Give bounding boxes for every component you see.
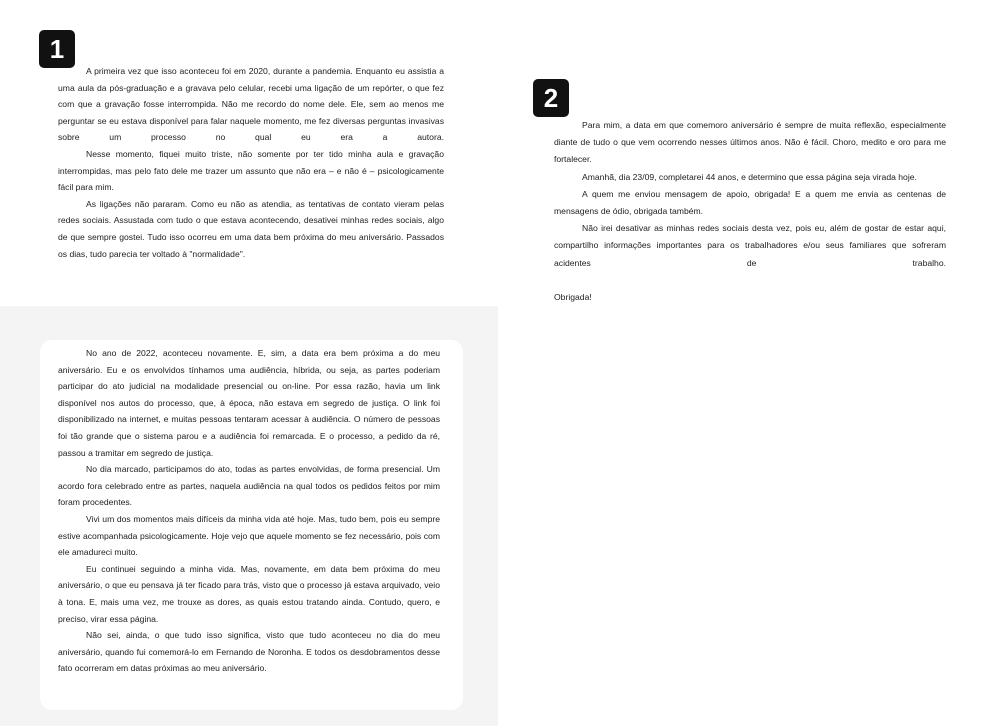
page-number-badge-2: 2 [533, 79, 569, 117]
paragraph: No ano de 2022, aconteceu novamente. E, sim, a data era bem próxima a do meu aniversário. Eu e os envolvidos tínhamos uma audiência, híbrida, ou seja, as partes poderiam participar do ato judicial na modalidade presencial ou on-line. Por essa razão, havia um link disponível nos autos do processo, que, à época, não estava em segredo de justiça. O link foi disponibilizado na internet, e muitas pessoas tentaram acessar à audiência. O número de pessoas foi tão grande que o sistema parou e a audiência foi remarcada. E o processo, a pedido da ré, passou a tramitar em segredo de justiça. [58, 348, 440, 458]
paragraph: Nesse momento, fiquei muito triste, não somente por ter tido minha aula e gravação interrompidas, mas pelo fato dele me trazer um assunto que não era – e não é – psicologicamente fácil para mim. [58, 148, 444, 193]
page-2-text [554, 117, 946, 306]
paragraph: A quem me enviou mensagem de apoio, obrigada! E a quem me envia as centenas de mensagens de ódio, obrigada também. [554, 188, 946, 217]
paragraph: Não sei, ainda, o que tudo isso significa, visto que tudo aconteceu no dia do meu aniversário, quando fui comemorá-lo em Fernando de Noronha. E todos os desdobramentos desse fato ocorreram em datas próximas ao meu aniversário. [58, 630, 440, 674]
paragraph: Não irei desativar as minhas redes sociais desta vez, pois eu, além de gostar de estar aqui, compartilho informações importantes para os trabalhadores e/ou seus familiares que sofreram acidentes de trabalho. [554, 223, 946, 268]
page-1-top-text [58, 63, 444, 262]
paragraph: No dia marcado, participamos do ato, todas as partes envolvidas, de forma presencial. Um acordo fora celebrado entre as partes, naquela audiência na qual todos os pedidos feitos por mim foram procedentes. [58, 464, 440, 508]
page-1-bottom-card [40, 340, 463, 710]
paragraph: Eu continuei seguindo a minha vida. Mas, novamente, em data bem próxima do meu aniversário, o que eu pensava já ter ficado para trás, visto que o processo já estava arquivado, veio à tona. E, mais uma vez, me trouxe as dores, as quais estou tratando ainda. Contudo, quero, e preciso, virar essa página. [58, 563, 440, 624]
page-2 [498, 0, 1000, 726]
paragraph: A primeira vez que isso aconteceu foi em 2020, durante a pandemia. Enquanto eu assistia a uma aula da pós-graduação e a gravava pelo celular, recebi uma ligação de um repórter, o que fez com que a gravação fosse interrompida. Não me recordo do nome dele. Ele, sem ao menos me perguntar se eu estava disponível para falar naquele momento, me fez diversas perguntas invasivas sobre um processo no qual eu era a autora. [58, 66, 444, 143]
page-1-bottom-text [58, 345, 440, 677]
paragraph: Vivi um dos momentos mais difíceis da minha vida até hoje. Mas, tudo bem, pois eu sempre estive acompanhada psicologicamente. Hoje vejo que aquele momento se fez necessário, pois com ele amadureci muito. [58, 513, 440, 558]
paragraph: Para mim, a data em que comemoro aniversário é sempre de muita reflexão, especialmente diante de tudo o que vem ocorrendo nesses últimos anos. Não é fácil. Choro, medito e oro para me fortalecer. [554, 120, 946, 165]
closing-text: Obrigada! [554, 291, 592, 302]
page-number-badge-1: 1 [39, 30, 75, 68]
paragraph: Amanhã, dia 23/09, completarei 44 anos, e determino que essa página seja virada hoje. [582, 171, 917, 182]
paragraph: As ligações não pararam. Como eu não as atendia, as tentativas de contato vieram pelas redes sociais. Assustada com tudo o que estava acontecendo, desativei minhas redes sociais, algo de que sempre gostei. Tudo isso ocorreu em uma data bem próxima do meu aniversário. Passados os dias, tudo parecia ter voltado à "normalidade". [58, 198, 444, 259]
page-1-top-section [0, 0, 498, 306]
